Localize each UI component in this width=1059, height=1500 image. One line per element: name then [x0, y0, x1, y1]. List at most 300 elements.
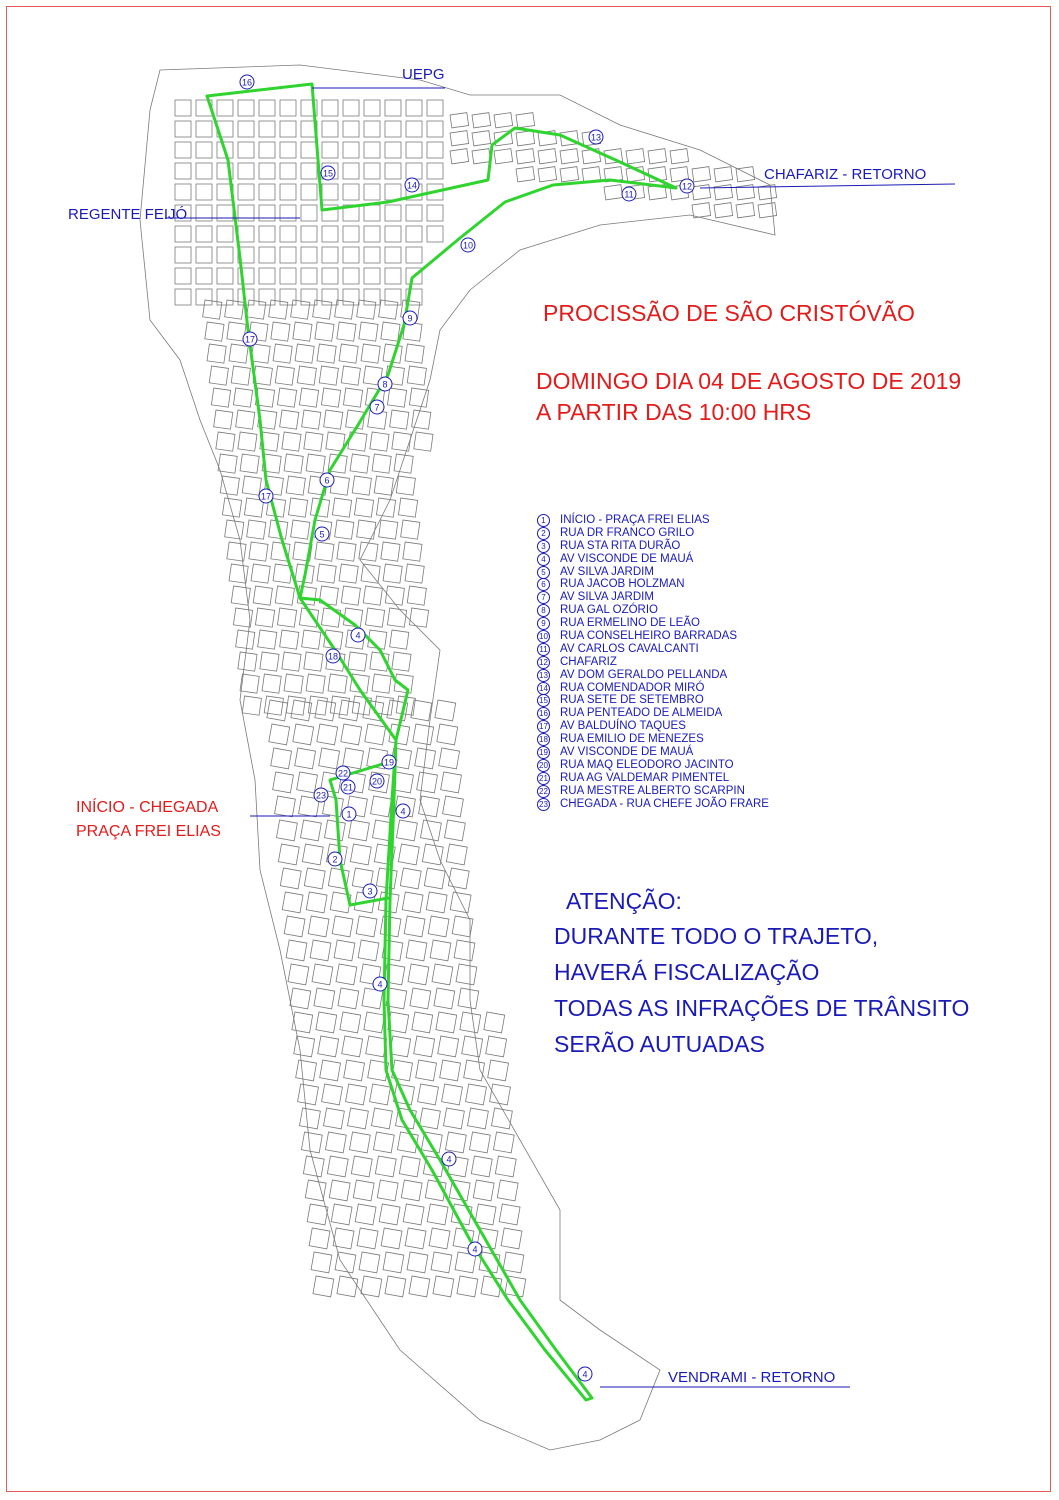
city-block	[277, 608, 296, 627]
city-block	[300, 1108, 321, 1129]
route-west	[207, 96, 300, 598]
city-block	[209, 366, 228, 385]
city-block	[337, 542, 356, 561]
city-block	[301, 268, 317, 284]
city-block	[312, 964, 333, 985]
route-marker-label: 3	[367, 886, 373, 897]
city-block	[437, 724, 458, 745]
city-block	[302, 410, 321, 429]
city-block	[401, 1180, 422, 1201]
route-marker-label: 15	[322, 168, 334, 179]
city-block	[390, 410, 409, 429]
city-block	[175, 184, 191, 200]
city-block	[251, 344, 270, 363]
city-block	[692, 167, 711, 182]
city-block	[296, 1060, 317, 1081]
city-block	[346, 1084, 367, 1105]
legend-label: RUA ERMELINO DE LEÃO	[560, 617, 700, 630]
city-block	[488, 1060, 509, 1081]
route-marker-label: 4	[377, 979, 383, 990]
route-marker-label: 17	[244, 334, 256, 345]
route-marker-label: 7	[374, 402, 380, 413]
route-marker-label: 11	[624, 189, 634, 200]
city-block	[288, 964, 309, 985]
city-block	[325, 1132, 346, 1153]
city-block	[309, 1228, 330, 1249]
city-block	[670, 149, 689, 164]
city-block	[385, 247, 401, 263]
legend-number: 21	[537, 772, 550, 785]
city-block	[349, 1132, 370, 1153]
route-marker-label: 10	[462, 240, 474, 251]
legend-number: 10	[537, 630, 550, 643]
city-block	[381, 542, 400, 561]
city-block	[317, 564, 336, 583]
legend-number: 23	[537, 798, 550, 811]
city-block	[332, 498, 351, 517]
city-block	[440, 1060, 461, 1081]
city-block	[352, 476, 371, 495]
city-block	[348, 652, 367, 671]
city-block	[441, 772, 462, 793]
city-block	[390, 630, 409, 649]
city-block	[322, 100, 338, 116]
city-block	[462, 1036, 483, 1057]
city-block	[375, 1156, 396, 1177]
city-block	[494, 113, 513, 128]
city-block	[280, 226, 296, 242]
city-block	[335, 1252, 356, 1273]
route-marker-label: 22	[337, 768, 349, 779]
city-block	[385, 163, 401, 179]
city-block	[328, 674, 347, 693]
city-block	[364, 163, 380, 179]
city-block	[280, 163, 296, 179]
legend-number: 7	[537, 591, 550, 604]
legend-number: 9	[537, 617, 550, 630]
city-block	[271, 322, 290, 341]
city-block	[334, 940, 355, 961]
city-block	[301, 205, 317, 221]
city-block	[253, 586, 272, 605]
legend-label: AV VISCONDE DE MAUÁ	[560, 746, 694, 759]
city-block	[410, 988, 431, 1009]
city-block	[377, 1180, 398, 1201]
city-block	[282, 652, 301, 671]
legend-item	[536, 630, 769, 643]
legend-label: INÍCIO - PRAÇA FREI ELIAS	[560, 514, 710, 526]
event-date	[536, 366, 961, 428]
city-block	[464, 1060, 485, 1081]
street-legend	[536, 514, 769, 810]
city-block	[438, 1036, 459, 1057]
route-marker-label: 4	[446, 1154, 452, 1165]
city-block	[342, 1036, 363, 1057]
city-block	[365, 724, 386, 745]
route-marker-label: 13	[590, 132, 602, 143]
legend-label: RUA DR FRANCO GRILO	[560, 526, 695, 539]
city-block	[383, 1252, 404, 1273]
legend-item	[536, 566, 769, 579]
city-block	[286, 476, 305, 495]
city-block	[385, 100, 401, 116]
legend-item	[536, 772, 769, 785]
city-block	[444, 1108, 465, 1129]
city-block	[322, 226, 338, 242]
legend-label: RUA AG VALDEMAR PIMENTEL	[560, 771, 730, 784]
city-block	[343, 388, 362, 407]
city-block	[306, 892, 327, 913]
leader-line	[700, 184, 955, 188]
city-block	[387, 388, 406, 407]
legend-item	[536, 591, 769, 604]
city-block	[379, 520, 398, 539]
city-block	[466, 1084, 487, 1105]
city-block	[242, 696, 261, 715]
city-block	[370, 432, 389, 451]
legend-item	[536, 617, 769, 630]
city-block	[249, 542, 268, 561]
label-vendrami: VENDRAMI - RETORNO	[668, 1369, 836, 1386]
city-block	[351, 1156, 372, 1177]
city-block	[371, 796, 392, 817]
city-block	[403, 1204, 424, 1225]
city-block	[322, 247, 338, 263]
city-block	[364, 100, 380, 116]
city-block	[175, 226, 191, 242]
city-block	[196, 184, 212, 200]
legend-item	[536, 694, 769, 707]
city-block	[458, 988, 479, 1009]
city-block	[427, 226, 443, 242]
city-block	[276, 820, 297, 841]
city-block	[350, 844, 371, 865]
city-block	[259, 163, 275, 179]
city-block	[343, 121, 359, 137]
legend-label: AV BALDUÍNO TAQUES	[560, 720, 686, 733]
legend-label: CHEGADA - RUA CHEFE JOÃO FRARE	[560, 797, 769, 810]
city-block	[267, 700, 288, 721]
city-block	[516, 167, 535, 182]
city-block	[329, 1180, 350, 1201]
city-block	[222, 498, 241, 517]
city-block	[414, 1036, 435, 1057]
city-block	[280, 268, 296, 284]
city-block	[335, 300, 354, 319]
city-block	[207, 344, 226, 363]
city-block	[372, 674, 391, 693]
city-block	[280, 868, 301, 889]
city-block	[343, 100, 359, 116]
city-block	[196, 121, 212, 137]
city-block	[332, 916, 353, 937]
city-block	[404, 916, 425, 937]
city-block	[315, 700, 336, 721]
city-block	[454, 940, 475, 961]
city-block	[398, 844, 419, 865]
city-block	[291, 300, 310, 319]
city-block	[358, 940, 379, 961]
city-block	[364, 1012, 385, 1033]
legend-label: RUA MAQ ELEODORO JACINTO	[560, 758, 734, 771]
route-marker-label: 19	[383, 757, 395, 768]
city-block	[264, 696, 283, 715]
city-block	[259, 184, 275, 200]
legend-item	[536, 720, 769, 733]
city-block	[343, 163, 359, 179]
city-block	[301, 163, 317, 179]
city-block	[280, 630, 299, 649]
city-block	[275, 366, 294, 385]
date-line: DOMINGO DIA 04 DE AGOSTO DE 2019	[536, 368, 962, 394]
city-block	[238, 184, 254, 200]
city-block	[373, 1132, 394, 1153]
route-marker-label: 20	[371, 776, 383, 787]
route-marker-label: 6	[324, 475, 330, 486]
city-block	[196, 163, 212, 179]
city-block	[242, 476, 261, 495]
city-block	[339, 564, 358, 583]
city-block	[211, 388, 230, 407]
city-block	[218, 454, 237, 473]
city-block	[736, 203, 755, 218]
city-block	[238, 121, 254, 137]
city-block	[383, 564, 402, 583]
city-block	[273, 772, 294, 793]
city-block	[416, 1060, 437, 1081]
city-block	[302, 844, 323, 865]
city-block	[432, 964, 453, 985]
city-block	[473, 1180, 494, 1201]
city-block	[301, 226, 317, 242]
city-block	[405, 1228, 426, 1249]
route-marker-label: 17	[260, 491, 272, 502]
city-block	[304, 868, 325, 889]
city-block	[319, 366, 338, 385]
attention-line: HAVERÁ FISCALIZAÇÃO	[554, 959, 820, 985]
city-block	[259, 268, 275, 284]
city-block	[417, 772, 438, 793]
city-block	[390, 1036, 411, 1057]
city-block	[420, 1108, 441, 1129]
city-block	[238, 226, 254, 242]
city-block	[626, 149, 645, 164]
legend-item	[536, 540, 769, 553]
city-block	[370, 1084, 391, 1105]
city-block	[385, 268, 401, 284]
city-block	[431, 1252, 452, 1273]
city-block	[271, 748, 292, 769]
city-block	[354, 498, 373, 517]
city-block	[516, 113, 535, 128]
legend-item	[536, 733, 769, 746]
city-block	[445, 1132, 466, 1153]
city-block	[295, 748, 316, 769]
city-block	[284, 916, 305, 937]
city-block	[300, 820, 321, 841]
city-block	[475, 1204, 496, 1225]
city-block	[426, 892, 447, 913]
city-block	[344, 1060, 365, 1081]
legend-label: RUA SETE DE SETEMBRO	[560, 694, 704, 707]
map-title: PROCISSÃO DE SÃO CRISTÓVÃO	[543, 300, 915, 326]
city-block	[297, 772, 318, 793]
city-block	[304, 652, 323, 671]
city-block	[259, 226, 275, 242]
city-block	[692, 185, 711, 200]
city-block	[196, 247, 212, 263]
city-block	[357, 520, 376, 539]
city-block	[359, 542, 378, 561]
city-block	[340, 1012, 361, 1033]
city-block	[450, 131, 469, 146]
city-block	[275, 586, 294, 605]
city-block	[385, 184, 401, 200]
city-block	[398, 498, 417, 517]
city-block	[394, 454, 413, 473]
city-block	[288, 498, 307, 517]
city-block	[339, 700, 360, 721]
route-marker-label: 12	[681, 181, 693, 192]
city-block	[692, 203, 711, 218]
city-block	[175, 163, 191, 179]
city-block	[217, 247, 233, 263]
city-block	[316, 1012, 337, 1033]
city-block	[310, 940, 331, 961]
city-block	[412, 1012, 433, 1033]
city-block	[492, 1108, 513, 1129]
legend-number: 22	[537, 785, 550, 798]
city-block	[407, 1252, 428, 1273]
city-block	[322, 121, 338, 137]
legend-number: 15	[537, 694, 550, 707]
city-block	[291, 520, 310, 539]
city-block	[516, 149, 535, 164]
city-block	[238, 652, 257, 671]
city-block	[399, 1156, 420, 1177]
city-block	[217, 226, 233, 242]
city-block	[366, 1036, 387, 1057]
city-block	[336, 964, 357, 985]
route-marker-label: 9	[407, 313, 413, 324]
city-block	[604, 185, 623, 200]
city-block	[231, 366, 250, 385]
city-block	[402, 892, 423, 913]
city-block	[175, 247, 191, 263]
city-block	[337, 322, 356, 341]
legend-number: 1	[537, 514, 550, 527]
city-block	[385, 205, 401, 221]
city-block	[503, 1252, 524, 1273]
city-block	[381, 1228, 402, 1249]
legend-number: 13	[537, 669, 550, 682]
city-block	[280, 121, 296, 137]
city-block	[217, 289, 233, 305]
city-block	[284, 674, 303, 693]
legend-number: 5	[537, 566, 550, 579]
city-block	[414, 432, 433, 451]
city-block	[259, 289, 275, 305]
city-block	[301, 247, 317, 263]
city-block	[341, 366, 360, 385]
city-block	[196, 226, 212, 242]
city-block	[304, 432, 323, 451]
city-block	[486, 1036, 507, 1057]
legend-item	[536, 604, 769, 617]
city-block	[240, 454, 259, 473]
city-block	[714, 167, 733, 182]
city-block	[275, 796, 296, 817]
city-block	[359, 1252, 380, 1273]
city-block	[433, 1276, 454, 1297]
city-block	[429, 1228, 450, 1249]
city-block	[318, 1036, 339, 1057]
city-block	[343, 142, 359, 158]
city-block	[280, 247, 296, 263]
city-block	[280, 142, 296, 158]
legend-item	[536, 669, 769, 682]
legend-label: RUA GAL OZÓRIO	[560, 604, 658, 617]
city-block	[365, 608, 384, 627]
city-block	[280, 205, 296, 221]
city-block	[359, 322, 378, 341]
route-marker-label: 4	[472, 1244, 478, 1255]
city-block	[406, 121, 422, 137]
time-line: A PARTIR DAS 10:00 HRS	[536, 399, 812, 425]
legend-item	[536, 553, 769, 566]
legend-item	[536, 785, 769, 798]
city-block	[394, 674, 413, 693]
attention-line: DURANTE TODO O TRAJETO,	[554, 923, 879, 949]
legend-number: 11	[537, 643, 550, 656]
legend-item	[536, 514, 769, 527]
route-marker-label: 14	[406, 180, 418, 191]
legend-item	[536, 682, 769, 695]
city-block	[299, 388, 318, 407]
city-block	[363, 586, 382, 605]
city-block	[434, 988, 455, 1009]
legend-label: AV SILVA JARDIM	[560, 565, 654, 578]
legend-label: RUA EMILIO DE MENEZES	[560, 733, 704, 746]
city-block	[331, 1204, 352, 1225]
city-block	[259, 121, 275, 137]
city-block	[255, 608, 274, 627]
city-block	[236, 410, 255, 429]
city-block	[401, 520, 420, 539]
city-block	[322, 142, 338, 158]
legend-number: 18	[537, 733, 550, 746]
city-block	[419, 796, 440, 817]
legend-number: 2	[537, 527, 550, 540]
city-block	[348, 1108, 369, 1129]
city-block	[758, 203, 777, 218]
city-block	[321, 388, 340, 407]
label-start-2: PRAÇA FREI ELIAS	[76, 823, 221, 840]
city-block	[372, 454, 391, 473]
city-block	[258, 630, 277, 649]
city-block	[493, 1132, 514, 1153]
city-block	[499, 1204, 520, 1225]
city-block	[456, 964, 477, 985]
route-marker-label: 4	[355, 630, 361, 641]
city-block	[471, 1156, 492, 1177]
city-block	[301, 184, 317, 200]
city-block	[196, 205, 212, 221]
city-block	[469, 1132, 490, 1153]
city-block	[406, 163, 422, 179]
route-marker-label: 1	[346, 809, 352, 820]
city-block	[322, 1084, 343, 1105]
